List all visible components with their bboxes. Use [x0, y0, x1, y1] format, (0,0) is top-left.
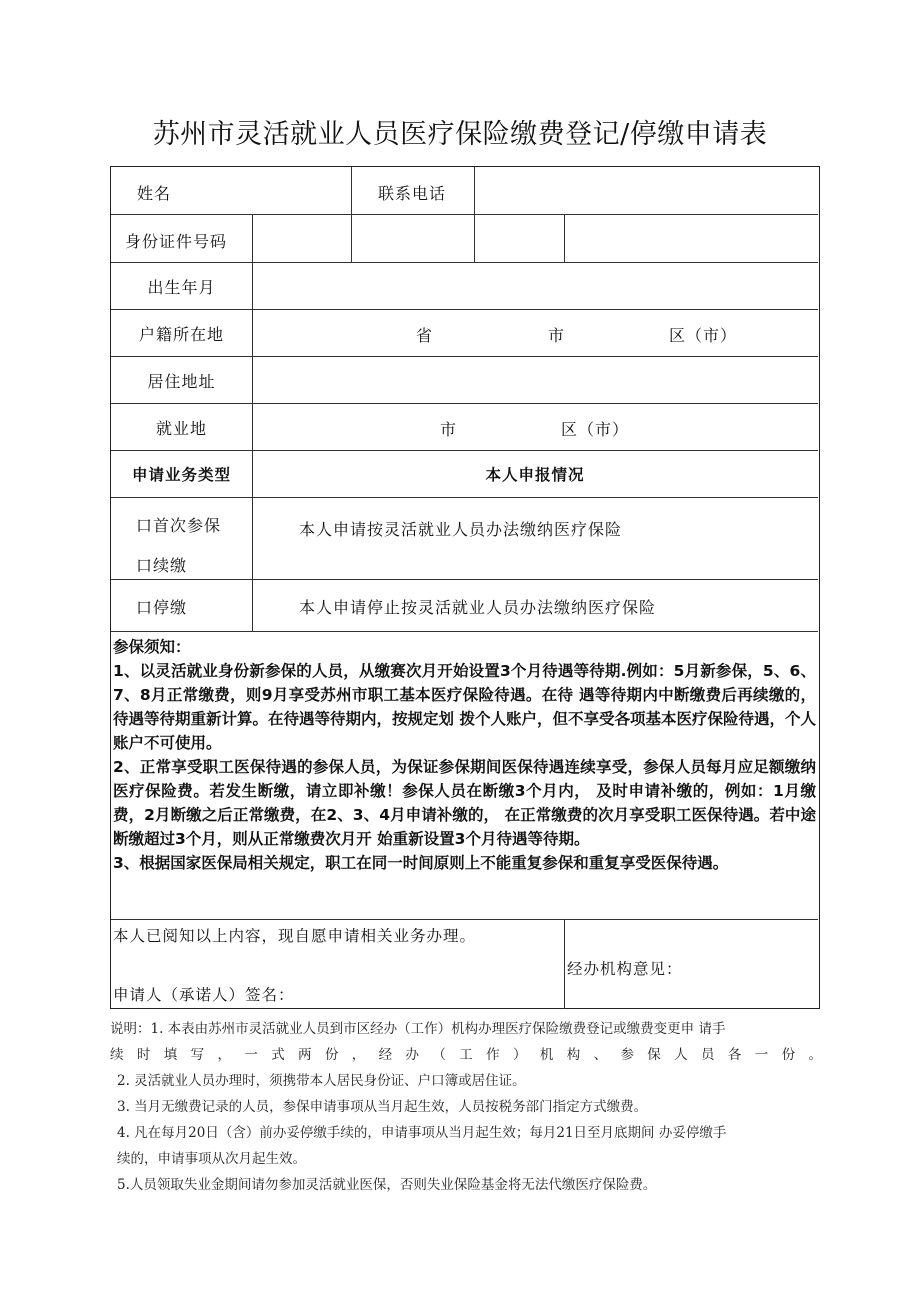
- residence-label: 居住地址: [147, 371, 216, 391]
- footnote-1-line-1: 说明：1. 本表由苏州市灵活就业人员到市区经办（工作）机构办理医疗保险缴费登记或缴费变更申 请手: [110, 1021, 726, 1037]
- enroll-declaration-text: 本人申请按灵活就业人员办法缴纳医疗保险: [299, 520, 623, 539]
- footnote-1-line-2: 续时填写，一式两份，经办（工作）机构、参保人员各一份。: [110, 1047, 822, 1063]
- footnote-4-line-1: 4. 凡在每月20日（含）前办妥停缴手续的，申请事项从当月起生效；每月21日至月底期间 办妥停缴手: [117, 1125, 727, 1141]
- hukou-input[interactable]: [254, 310, 816, 356]
- consent-statement: 本人已阅知以上内容，现自愿申请相关业务办理。: [113, 927, 477, 945]
- footnote-2: 2. 灵活就业人员办理时，须携带本人居民身份证、户口簿或居住证。: [117, 1073, 526, 1089]
- id-input-part-1[interactable]: [254, 215, 350, 261]
- birth-input[interactable]: [254, 263, 816, 309]
- footnotes: [110, 1016, 822, 1198]
- phone-label: 联系电话: [378, 184, 447, 203]
- col-divider: [564, 214, 565, 262]
- footnote-5: 5.人员领取失业金期间请勿参加灵活就业医保，否则失业保险基金将无法代缴医疗保险费。: [117, 1177, 657, 1193]
- enrollment-notice: [111, 632, 818, 875]
- work-input[interactable]: [254, 404, 816, 450]
- work-label: 就业地: [155, 418, 207, 438]
- hukou-label: 户籍所在地: [138, 324, 224, 344]
- hukou-city-suffix: 市: [548, 326, 566, 345]
- id-input-part-3[interactable]: [476, 215, 563, 261]
- row-divider: [111, 579, 818, 580]
- agency-opinion-label: 经办机构意见：: [567, 960, 683, 978]
- work-city-suffix: 市: [440, 420, 458, 439]
- notice-heading: 参保须知：: [113, 638, 191, 656]
- id-input-part-4[interactable]: [566, 215, 816, 261]
- option-first-enrollment[interactable]: 口首次参保: [136, 516, 222, 535]
- declaration-header: 本人申报情况: [485, 466, 585, 484]
- footnote-4-line-2: 续的，申请事项从次月起生效。: [117, 1151, 306, 1167]
- notice-item-1: 1、以灵活就业身份新参保的人员，从缴赛次月开始设置3个月待遇等待期.例如：5月新参保，5、6、7、8月正常缴费，则9月享受苏州市职工基本医疗保险待遇。在待 遇等待期内中断缴费后再续缴的，待遇等待期重新计算。在待遇等待期内，按规定划 拨个人账户，但不享受各项基本医疗保险待遇，个人账户不可使用。: [113, 662, 816, 752]
- applicant-signature-field[interactable]: [251, 957, 551, 1005]
- option-stop-payment[interactable]: 口停缴: [136, 598, 188, 617]
- row-divider: [111, 497, 818, 498]
- applicant-signature-label: 申请人（承诺人）签名：: [113, 986, 295, 1004]
- birth-label: 出生年月: [147, 277, 216, 297]
- application-form: [110, 166, 820, 1009]
- hukou-province-suffix: 省: [416, 326, 434, 345]
- business-type-header: 申请业务类型: [131, 466, 231, 484]
- agency-opinion-field[interactable]: [671, 923, 816, 1007]
- col-divider: [564, 919, 565, 1009]
- col-divider: [474, 167, 475, 262]
- phone-input[interactable]: [476, 167, 816, 214]
- id-label: 身份证件号码: [125, 232, 228, 251]
- page-title: 苏州市灵活就业人员医疗保险缴费登记/停缴申请表: [152, 119, 768, 150]
- row-divider: [111, 919, 818, 920]
- name-label: 姓名: [137, 184, 172, 203]
- residence-input[interactable]: [254, 357, 816, 403]
- col-divider: [351, 167, 352, 214]
- option-continue-payment[interactable]: 口续缴: [136, 556, 188, 575]
- id-input-part-2[interactable]: [353, 215, 473, 261]
- work-district-suffix: 区（市）: [561, 420, 630, 439]
- notice-item-3: 3、根据国家医保局相关规定，职工在同一时间原则上不能重复参保和重复享受医保待遇。: [113, 854, 729, 872]
- notice-item-2: 2、正常享受职工医保待遇的参保人员，为保证参保期间医保待遇连续享受，参保人员每月应足额缴纳医疗保险费。若发生断缴，请立即补缴！参保人员在断缴3个月内， 及时申请补缴的，例如：1月缴费，2月断缴之后正常缴费，在2、3、4月申请补缴的， 在正常缴费的次月享受职工医保待遇。若中途断缴超过3个月，则从正常缴费次月开 始重新设置3个月待遇等待期。: [113, 758, 816, 848]
- col-divider: [351, 214, 352, 262]
- footnote-3: 3. 当月无缴费记录的人员，参保申请事项从当月起生效，人员按税务部门指定方式缴费。: [117, 1099, 648, 1115]
- hukou-district-suffix: 区（市）: [669, 326, 738, 345]
- col-divider: [252, 214, 253, 631]
- stop-declaration-text: 本人申请停止按灵活就业人员办法缴纳医疗保险: [299, 598, 657, 617]
